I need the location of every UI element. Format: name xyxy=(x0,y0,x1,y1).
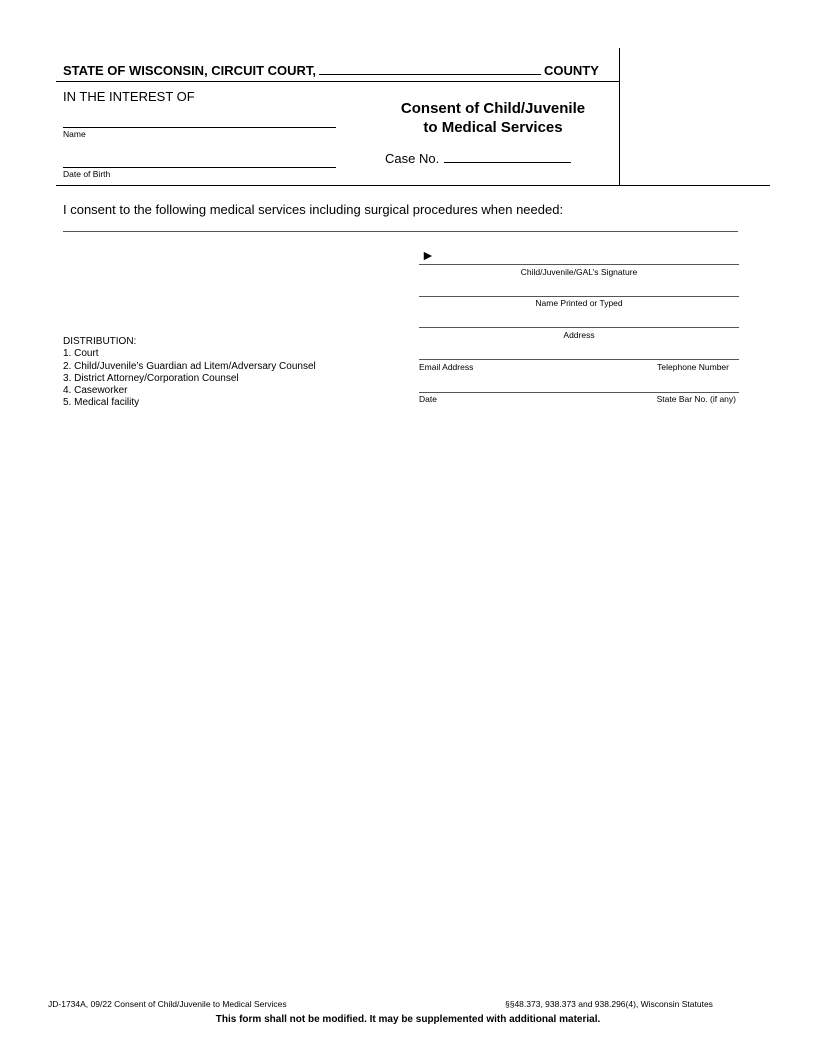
signature-arrow-icon: ► xyxy=(421,247,435,263)
distribution-item: 5. Medical facility xyxy=(63,397,140,409)
case-no-field[interactable] xyxy=(444,150,571,163)
email-label: Email Address xyxy=(419,362,474,372)
dob-label: Date of Birth xyxy=(63,169,111,179)
case-number xyxy=(385,150,571,166)
consent-line xyxy=(63,231,738,232)
dob-line xyxy=(63,167,336,168)
signature-label: Child/Juvenile/GAL’s Signature xyxy=(520,267,638,277)
distribution-item: 4. Caseworker xyxy=(63,385,128,397)
distribution-heading: DISTRIBUTION: xyxy=(63,336,137,347)
address-label: Address xyxy=(563,330,595,340)
name-line xyxy=(63,127,336,128)
state-bar-label: State Bar No. (if any) xyxy=(656,394,736,404)
header-bottom-rule xyxy=(56,185,770,186)
consent-statement: I consent to the following medical services including surgical procedures when needed: xyxy=(63,202,564,217)
name-field[interactable] xyxy=(63,110,336,127)
distribution-item: 1. Court xyxy=(63,348,99,360)
footer-form-id: JD-1734A, 09/22 Consent of Child/Juvenile to Medical Services xyxy=(48,999,287,1009)
case-no-label: Case No. xyxy=(385,151,440,166)
title-line-1: Consent of Child/Juvenile xyxy=(400,100,586,117)
footer-statutes: §§48.373, 938.373 and 938.296(4), Wisconsin Statutes xyxy=(505,999,713,1009)
signature-line[interactable] xyxy=(419,264,739,265)
name-label: Name xyxy=(63,129,86,139)
court-suffix: COUNTY xyxy=(544,63,599,78)
page-title xyxy=(362,99,624,137)
title-line-2: to Medical Services xyxy=(423,119,563,136)
distribution-item: 2. Child/Juvenile’s Guardian ad Litem/Adversary Counsel xyxy=(63,360,316,372)
in-interest-of-label: IN THE INTEREST OF xyxy=(63,89,195,104)
name-printed-label: Name Printed or Typed xyxy=(535,298,623,308)
phone-label: Telephone Number xyxy=(657,362,729,372)
county-field[interactable] xyxy=(319,61,541,75)
consent-field[interactable] xyxy=(63,216,738,231)
footer-notice: This form shall not be modified. It may be supplemented with additional material. xyxy=(215,1014,601,1025)
court-prefix: STATE OF WISCONSIN, CIRCUIT COURT, xyxy=(63,63,317,78)
court-heading xyxy=(63,61,599,78)
name-printed-line[interactable] xyxy=(419,296,739,297)
distribution-item: 3. District Attorney/Corporation Counsel xyxy=(63,372,239,384)
email-phone-line[interactable] xyxy=(419,359,739,360)
date-label: Date xyxy=(419,394,437,404)
distribution-list xyxy=(63,336,316,410)
dob-field[interactable] xyxy=(63,150,336,167)
header-court-underline xyxy=(56,81,619,82)
address-line[interactable] xyxy=(419,327,739,328)
date-bar-line[interactable] xyxy=(419,392,739,393)
